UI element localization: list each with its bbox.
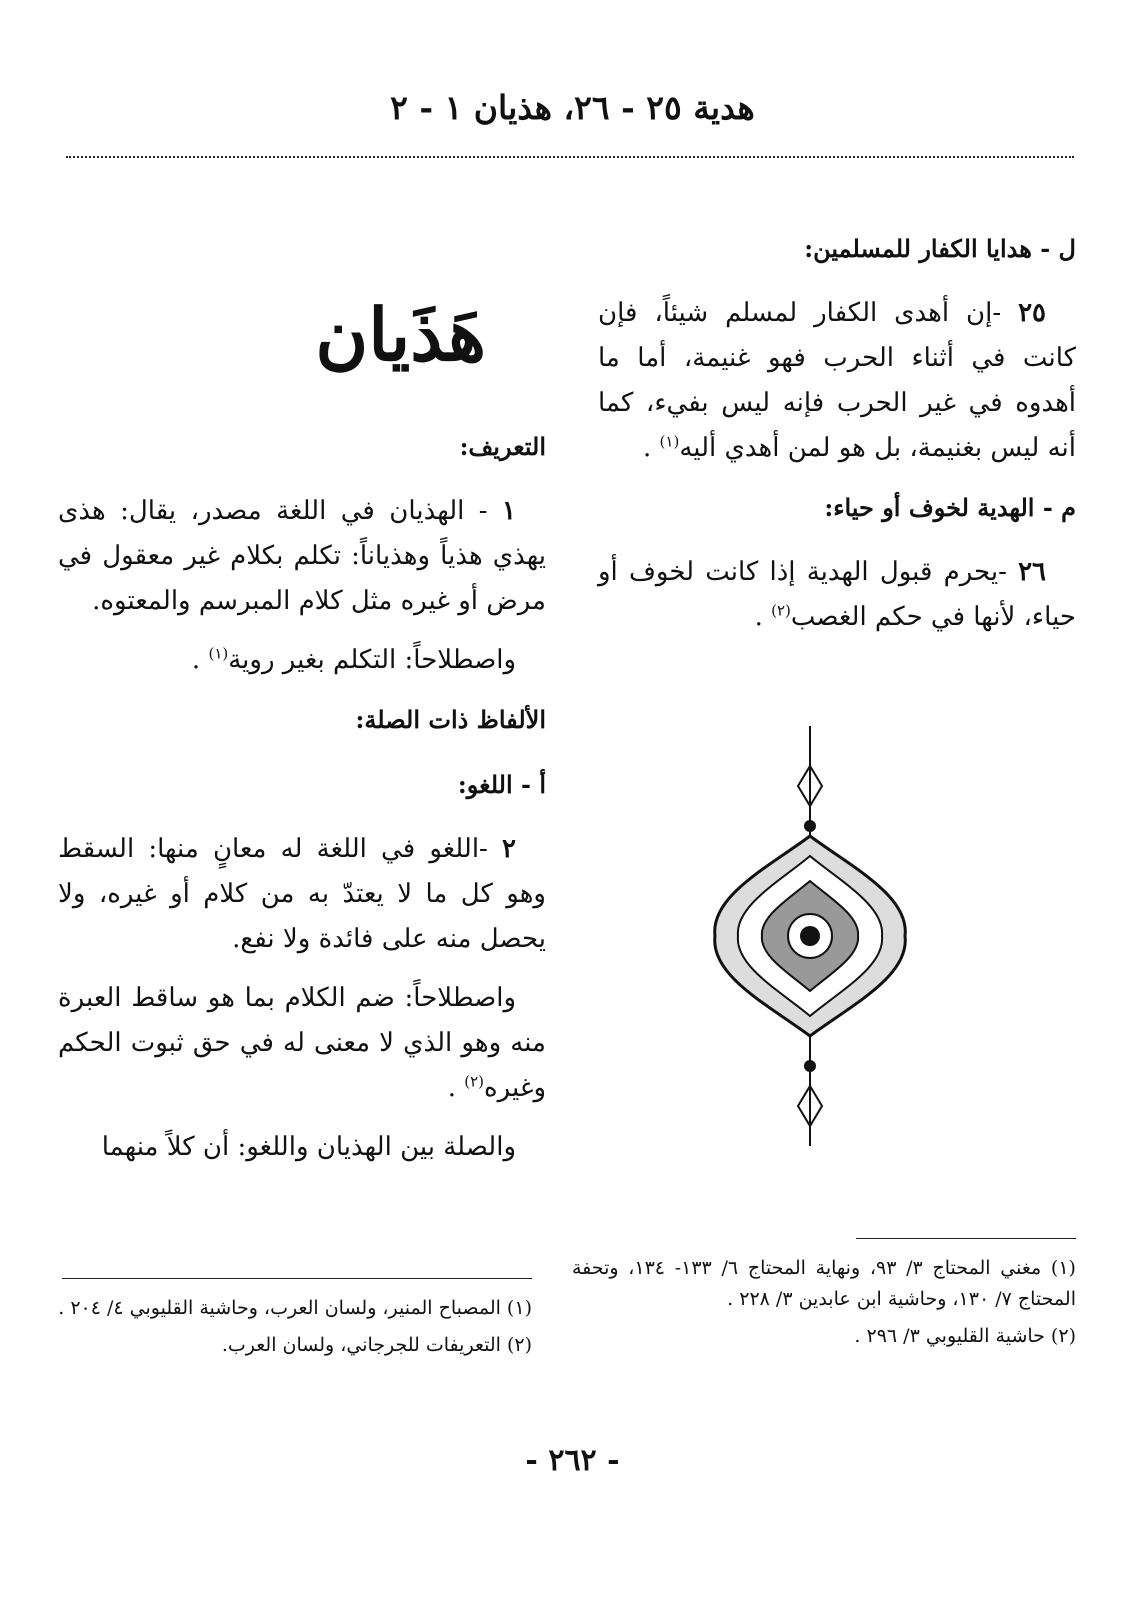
header-divider [66,156,1074,158]
paragraph-text: -إن أهدى الكفار لمسلم شيئاً، فإن كانت في أثناء الحرب فهو غنيمة، أما ما أهدوه في غير الحرب فإنه ليس بفيء، كما أنه ليس بغنيمة، بل هو لمن أهدي أليه [598,298,1076,463]
definition-heading: التعريف: [459,432,546,461]
paragraph-number: ١ [502,496,516,526]
footnote-ref: (١) [659,432,680,451]
paragraph-end: . [754,602,772,632]
footnote-divider [62,1278,532,1279]
footnote-ref: (٢) [464,1072,485,1091]
paragraph-text: -اللغو في اللغة له معانٍ منها: السقط وهو كل ما لا يعتدّ به من كلام أو غيره، ولا يحصل منه على فائدة ولا نفع. [58,834,546,954]
paragraph-text: - الهذيان في اللغة مصدر، يقال: هذى يهذي هذياً وهذياناً: تكلم بكلام غير معقول في مرض أو غيره مثل كلام المبرسم والمعتوه. [58,496,546,616]
term-end: . [191,645,209,675]
footnote-item: (٢) التعريفات للجرجاني، ولسان العرب. [221,1334,532,1356]
paragraph-number: ٢ [502,834,516,864]
footnote-item: (١) المصباح المنير، ولسان العرب، وحاشية القليوبي ٤/ ٢٠٤ . [58,1297,532,1319]
footnote-ref: (١) [208,644,229,663]
paragraph-1 [58,489,546,624]
paragraph-2 [58,827,546,962]
term-text: واصطلاحاً: ضم الكلام بما هو ساقط العبرة منه وهو الذي لا معنى له في حق ثبوت الحكم وغيره [58,983,546,1103]
paragraph-26 [598,550,1076,640]
footnotes-left [40,1278,532,1367]
paragraph-number: ٢٥ [1018,298,1046,328]
paragraph-text: -يحرم قبول الهدية إذا كانت لخوف أو حياء، لأنها في حكم الغصب [598,557,1076,632]
entry-title: هَذَيان [315,292,486,377]
right-column [598,226,1076,654]
page-number: - ٢٦٢ - [525,1443,620,1478]
floral-ornament-icon [700,726,920,1146]
footnote-divider [856,1238,1076,1239]
left-column [58,290,546,1184]
footnotes-right [572,1238,1076,1358]
paragraph-25 [598,291,1076,471]
related-terms-heading: الألفاظ ذات الصلة: [355,705,546,734]
relation-paragraph: والصلة بين الهذيان واللغو: أن كلاً منهما [101,1132,516,1162]
footnote-item: (٢) حاشية القليوبي ٣/ ٢٩٦ . [854,1325,1076,1347]
subheading-a: أ - اللغو: [457,770,546,799]
paragraph-number: ٢٦ [1018,557,1046,587]
running-header: هدية ٢٥ - ٢٦، هذيان ١ - ٢ [390,88,755,127]
section-heading-l: ل - هدايا الكفار للمسلمين: [804,234,1076,263]
term-text: واصطلاحاً: التكلم بغير روية [228,645,516,675]
section-heading-m: م - الهدية لخوف أو حياء: [824,493,1076,522]
term-definition [58,638,546,683]
term-definition-2 [58,976,546,1111]
term-end: . [447,1073,465,1103]
footnote-item: (١) مغني المحتاج ٣/ ٩٣، ونهاية المحتاج ٦/ ١٣٣- ١٣٤، وتحفة المحتاج ٧/ ١٣٠، وحاشية ابن عابدين ٣/ ٢٢٨ . [572,1257,1076,1310]
footnote-ref: (٢) [771,601,791,620]
paragraph-end: . [643,433,660,463]
